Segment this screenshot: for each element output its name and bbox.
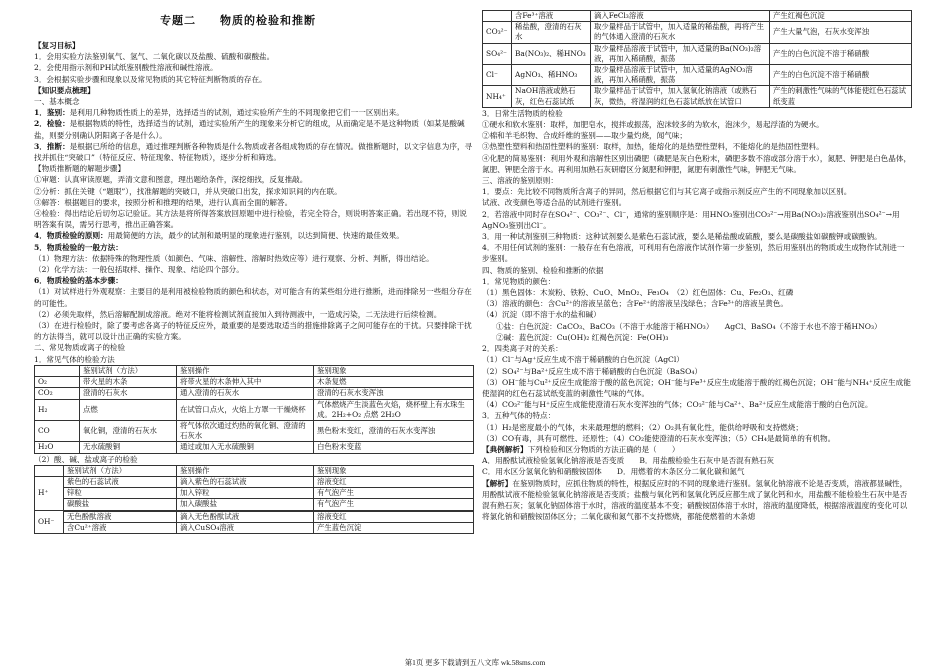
paragraph: ②棉和羊毛织物、合成纤维的鉴别——取少量灼烧，闻气味； <box>482 131 688 141</box>
paragraph <box>482 478 912 523</box>
table-row <box>483 11 912 22</box>
table-cell: 加入锌粒 <box>177 488 314 499</box>
paragraph: （1）Cl⁻与Ag⁺反应生成不溶于稀硝酸的白色沉淀（AgCl） <box>482 355 684 365</box>
table-cell: 产生的白色沉淀不溶于稀硝酸 <box>770 65 912 86</box>
table-cell: 澄清的石灰水 <box>80 388 177 399</box>
table-cell: 白色粉末变蓝 <box>314 442 474 453</box>
paragraph: （3）在进行检验时，除了要考虑各离子的特征反应外，最重要的是要选取适当的措施排除离子之间可能存在的干扰。只要排除干扰的方法得当，就可以设计出正确的实验方案。 <box>34 321 472 342</box>
table-row <box>35 377 474 388</box>
step-item: ③解答：根据题目的要求，按照分析和推理的结果，进行认真而全面的解答。 <box>34 197 293 207</box>
table-cell: 锌粒 <box>64 488 177 499</box>
section-heading: 【知识要点梳理】 <box>34 85 95 95</box>
table-cell: 将气体依次通过灼热的氧化铜、澄清的石灰水 <box>177 420 314 441</box>
table-row <box>483 86 912 107</box>
subheading: 3．日常生活物质的检验 <box>482 108 563 118</box>
paragraph: 1．常见物质的颜色： <box>482 276 556 286</box>
table-cell: 有气泡产生 <box>314 499 474 510</box>
table-cell: CO <box>35 420 80 441</box>
paragraph: ②碱：蓝色沉淀：Cu(OH)₂ 红褐色沉淀：Fe(OH)₃ <box>496 332 669 342</box>
table-cell: H₂ <box>35 399 80 420</box>
paragraph: （2）化学方法：一般包括取样、操作、现象、结论四个部分。 <box>34 265 244 275</box>
table-header-row <box>35 365 474 376</box>
table-row <box>35 420 474 441</box>
subheading: 【物质推断题的解题步骤】 <box>34 164 126 174</box>
table-cell <box>483 11 512 22</box>
table-row <box>35 511 474 522</box>
table-header: 鉴别现象 <box>314 365 474 376</box>
paragraph: ①盐：白色沉淀：CaCO₃、BaCO₃（不溶于水能溶于稀HNO₃） AgCl、BaSO₄（不溶于水也不溶于稀HNO₃） <box>496 321 882 331</box>
table-cell: 有气泡产生 <box>314 488 474 499</box>
page-title: 专题二 物质的检验和推断 <box>160 14 316 27</box>
step-item: ①审题：认真审读原题，弄清文意和图意，理出题给条件，深挖细找，反复推敲。 <box>34 175 308 185</box>
paragraph <box>34 230 474 241</box>
table-header: 鉴别现象 <box>314 465 474 476</box>
table-cell: 氧化铜，澄清的石灰水 <box>80 420 177 441</box>
term-text: 是利用几种物质性质上的差异，选择适当的试剂，通过实验所产生的不同现象把它们一一区别出来。 <box>69 108 404 118</box>
table-cell: 产生大量气泡，石灰水变浑浊 <box>770 22 912 43</box>
term-label: 1．鉴别： <box>34 108 70 118</box>
table-cell: 木条复燃 <box>314 377 474 388</box>
term-label: 4．物质检验的原则： <box>34 231 108 241</box>
paragraph: （2）必须先取样，然后溶解配制成溶液。绝对不能将检测试剂直接加入到待测液中，一造成污染，二无法进行后续检测。 <box>34 309 442 319</box>
example-heading: 【典例解析】 <box>482 444 528 454</box>
table-cell: 点燃 <box>80 399 177 420</box>
paragraph: （4）沉淀（即不溶于水的盐和碱） <box>482 310 601 320</box>
paragraph <box>34 118 474 140</box>
example-question: 下列检验和区分物质的方法正确的是（ ） <box>527 444 680 454</box>
table-cell: 在试管口点火，火焰上方罩一干燥烧杯 <box>177 399 314 420</box>
ion-label: H⁺ <box>35 476 64 510</box>
table-cell: 滴入CuSO₄溶液 <box>177 522 314 533</box>
term-text: 用最简便的方法，最少的试剂和最明显的现象进行鉴别，以达到简便、快速的最佳效果。 <box>107 231 404 241</box>
table-row <box>35 476 474 487</box>
subheading: 1．常见气体的检验方法 <box>34 354 115 364</box>
table-cell: SO₄²⁻ <box>483 43 512 64</box>
table-cell: 产生的刺激性气味的气体能使红色石蕊试纸变蓝 <box>770 86 912 107</box>
table-cell: 碳酸盐 <box>64 499 177 510</box>
term-text: 是根据物质的特性，选择适当的试剂，通过实验所产生的现象来分析它的组成，从而确定是不是这种物质（如某是酸碱盐，则要分别确认阴阳离子各是什么）。 <box>34 119 465 140</box>
table-row <box>483 65 912 86</box>
table-cell: 含Fe³⁺溶液 <box>512 11 591 22</box>
table-cell: Cl⁻ <box>483 65 512 86</box>
table-row <box>35 399 474 420</box>
paragraph: （3）溶液的颜色：含Cu²⁺的溶液呈蓝色；含Fe²⁺的溶液呈浅绿色；含Fe³⁺的溶液呈黄色。 <box>482 299 788 309</box>
paragraph: （2）SO₄²⁻与Ba²⁺反应生成不溶于稀硝酸的白色沉淀（BaSO₄） <box>482 366 702 376</box>
table-row <box>35 522 474 533</box>
paragraph: 3．五种气体的特点： <box>482 411 556 421</box>
paragraph: 3．用一种试剂鉴别三种物质：这种试剂要么是紫色石蕊试液，要么是稀盐酸或硫酸，要么是碳酸盐如碳酸钾或碳酸钠。 <box>482 232 882 242</box>
paragraph: （1）对试样进行外观观察：主要目的是利用被检验物质的颜色和状态，对可能含有的某些组分进行推断，进而排除另一些组分存在的可能性。 <box>34 287 472 308</box>
table-cell: 产生蓝色沉淀 <box>314 522 474 533</box>
paragraph: 试液、改变颜色等适合品的试剂进行鉴别。 <box>482 198 627 208</box>
paragraph: ③热塑性塑料和热固性塑料的鉴别：取样，加热，能熔化的是热塑性塑料，不能熔化的是热固性塑料。 <box>482 142 824 152</box>
table-cell: 通过或加入无水硫酸铜 <box>177 442 314 453</box>
subheading: 四、物质的鉴别、检验和推断的依据 <box>482 265 604 275</box>
table-cell: 含Cu²⁺溶液 <box>64 522 177 533</box>
paragraph: 1．要点：先比较不同物质所含离子的异同，然后根据它们与其它离子或指示剂反应产生的不同现象加以区别。 <box>482 187 852 197</box>
table-cell: 将带火星的木条伸入其中 <box>177 377 314 388</box>
right-column <box>482 10 912 522</box>
ion-table <box>34 465 474 534</box>
term-label: 3．推断： <box>34 141 70 151</box>
paragraph: （4）CO₃²⁻能与H⁺反应生成能使澄清石灰水变浑浊的气体；CO₃²⁻能与Ca²⁺、Ba²⁺反应生成能溶于酸的白色沉淀。 <box>482 400 873 410</box>
table-header: 鉴别操作 <box>177 365 314 376</box>
table-row <box>35 499 474 510</box>
page-footer: 第1页 更多下载请到五八文库 wk.58sms.com <box>404 658 546 667</box>
table-header: 鉴别操作 <box>177 465 314 476</box>
paragraph: （1）黑色固体：木炭粉、铁粉、CuO、MnO₂、Fe₃O₄ （2）红色固体：Cu、Fe₂O₃、红磷 <box>482 288 794 298</box>
paragraph: （3）OH⁻能与Cu²⁺反应生成能溶于酸的蓝色沉淀；OH⁻能与Fe³⁺反应生成能溶于酸的红褐色沉淀；OH⁻能与NH₄⁺反应生成能使湿润的红色石蕊试纸变蓝的刺激性气味的气体。 <box>482 377 911 398</box>
paragraph: C．用水区分氢氧化钠和硝酸铵固体 D．用燃着的木条区分二氧化碳和氮气 <box>482 467 745 477</box>
review-item: 2．会使用指示剂和PH试纸鉴别酸性溶液和碱性溶液。 <box>34 63 218 73</box>
subheading: （2）酸、碱、盐或离子的检验 <box>34 454 138 464</box>
table-header <box>35 465 64 476</box>
table-cell: 滴入FeCl₃溶液 <box>591 11 770 22</box>
table-cell: 通入澄清的石灰水 <box>177 388 314 399</box>
left-column <box>34 40 474 534</box>
table-cell: 滴入无色酚酞试液 <box>177 511 314 522</box>
table-cell: 加入碳酸盐 <box>177 499 314 510</box>
table-cell: NaOH溶液或熟石灰，红色石蕊试纸 <box>512 86 591 107</box>
table-cell: NH₄⁺ <box>483 86 512 107</box>
table-cell: 溶液变红 <box>314 476 474 487</box>
paragraph: ①硬水和软水鉴别：取样，加肥皂水，搅拌或振荡，泡沫较多的为软水，泡沫少，易起浮渣的为硬水。 <box>482 120 824 130</box>
paragraph: （1）H₂是密度最小的气体，未来最理想的燃料；（2）O₂具有氧化性，能供给呼吸和支持燃烧； <box>482 422 803 432</box>
table-cell: AgNO₃、稀HNO₃ <box>512 65 591 86</box>
paragraph <box>34 107 474 118</box>
paragraph: （3）CO有毒，具有可燃性、还原性；（4）CO₂能使澄清的石灰水变浑浊；（5）CH₄是最简单的有机物。 <box>482 433 836 443</box>
table-row <box>35 442 474 453</box>
table-cell: 带火星的木条 <box>80 377 177 388</box>
term-text: 是根据已所给的信息，通过推理判断各种物质是什么物质或者各组成物质的存在情况。做推断题时，以文字信息为序，寻找并抓住“突破口”（特征反应、特征现象、特征物质），逐步分析和筛选。 <box>34 141 473 163</box>
table-cell: 紫色的石蕊试液 <box>64 476 177 487</box>
paragraph: 2．四类离子对的关系： <box>482 344 563 354</box>
paragraph: 2．若溶液中同时存在SO₄²⁻、CO₃²⁻、Cl⁻，通常的鉴别顺序是：用HNO₃鉴别出CO₃²⁻→用Ba(NO₃)₂溶液鉴别出SO₄²⁻→用AgNO₃鉴别出Cl⁻。 <box>482 209 900 230</box>
ion-table-continued <box>482 10 912 108</box>
table-cell: CO₂ <box>35 388 80 399</box>
paragraph <box>34 141 474 163</box>
table-row <box>35 388 474 399</box>
table-cell: 产生红褐色沉淀 <box>770 11 912 22</box>
table-row <box>483 43 912 64</box>
section-heading: 【复习目标】 <box>34 41 80 50</box>
table-cell: Ba(NO₃)₂、稀HNO₃ <box>512 43 591 64</box>
table-header: 鉴别试剂（方法） <box>80 365 177 376</box>
table-row <box>35 488 474 499</box>
paragraph <box>482 444 912 455</box>
table-cell: 无色酚酞溶液 <box>64 511 177 522</box>
table-cell: 取少量样品溶液于试管中，加入适量的AgNO₃溶液，再加入稀硝酸，振荡 <box>591 65 770 86</box>
table-cell: 产生的白色沉淀不溶于稀硝酸 <box>770 43 912 64</box>
table-cell: H₂O <box>35 442 80 453</box>
table-header: 鉴别试剂（方法） <box>64 465 177 476</box>
paragraph: ④化肥的简易鉴别：利用外观和溶解性区别出磷肥（磷肥是灰白色粉末，磷肥多数不溶或部分溶于水），氮肥、钾肥是白色晶体，氮肥、钾肥全溶于水。再利用加熟石灰研磨区分氮肥和钾肥，氮肥有刺激性气味，钾肥无气味。 <box>482 153 912 174</box>
table-cell: O₂ <box>35 377 80 388</box>
review-item: 1．会用实验方法鉴别氧气、氢气、二氧化碳以及盐酸、硫酸和碳酸盐。 <box>34 52 275 62</box>
table-cell: 溶液变红 <box>314 511 474 522</box>
gas-table <box>34 365 474 454</box>
analysis-heading: 【解析】 <box>482 478 513 488</box>
subheading: 一、基本概念 <box>34 97 80 107</box>
table-cell: 取少量样品于试管中，加入氢氧化钠溶液（或熟石灰，微热，将湿润的红色石蕊试纸放在试管口 <box>591 86 770 107</box>
step-item: ④检验：得出结论后切勿忘记验证。其方法是将所得答案放回原题中进行检验，若完全符合，则说明答案正确。若出现不符，则说明答案有误，需另行思考，推出正确答案。 <box>34 209 467 230</box>
subheading: 5．物质检验的一般方法： <box>34 242 123 252</box>
table-row <box>483 22 912 43</box>
table-cell: 气体燃烧产生淡蓝色火焰，烧杯壁上有水珠生成。2H₂+O₂ 点燃 2H₂O <box>314 399 474 420</box>
paragraph: （1）物理方法：依据特殊的物理性质（如颜色、气味、溶解性、溶解时热效应等）进行观察、分析、判断，得出结论。 <box>34 253 434 263</box>
paragraph: 4．不用任何试剂的鉴别：一般存在有色溶液，可利用有色溶液作试剂作第一步鉴别，然后用鉴别出的物质或生成物作试剂进一步鉴别。 <box>482 243 905 264</box>
term-label: 2．检验： <box>34 119 70 129</box>
table-cell: 无水硫酸铜 <box>80 442 177 453</box>
table-cell: CO₃²⁻ <box>483 22 512 43</box>
table-cell: 澄清的石灰水变浑浊 <box>314 388 474 399</box>
table-cell: 滴入紫色的石蕊试液 <box>177 476 314 487</box>
review-item: 3．会根据实验步骤和现象以及常见物质的其它特征判断物质的存在。 <box>34 74 267 84</box>
table-cell: 黑色粉末变红，澄清的石灰水变浑浊 <box>314 420 474 441</box>
table-header-row <box>35 465 474 476</box>
table-header <box>35 365 80 376</box>
analysis-text: 在鉴别物质时，应抓住物质的特性，根据反应时的不同的现象进行鉴别。氢氧化钠溶液不论是否变质，溶液都显碱性，用酚酞试液不能检验氢氧化钠溶液是否变质；盐酸与氧化钙和氢氧化钙反应都生成了氯化钙和水，用盐酸不能检验生石灰中是否混有熟石灰；氢氧化钠固体溶于水时，溶液的温度基本不变；硝酸铵固体溶于水时，溶液的温度降低，根据溶液温度的变化可以将氯化钠和硝酸铵固体区分；二氧化碳和氮气都不支持燃烧，都能使燃着的木条熄 <box>482 478 908 522</box>
table-cell: 取少量样品于试管中，加入适量的稀盐酸，再将产生的气体通入澄清的石灰水 <box>591 22 770 43</box>
step-item: ②分析：抓住关键（“题眼”），找准解题的突破口，并从突破口出发，探求知识间的内在联。 <box>34 186 342 196</box>
subheading: 二、常见物质或离子的检验 <box>34 343 126 353</box>
table-cell: 稀盐酸，澄清的石灰水 <box>512 22 591 43</box>
table-cell: 取少量样品溶液于试管中，加入适量的Ba(NO₃)₂溶液，再加入稀硝酸，振荡 <box>591 43 770 64</box>
ion-label: OH⁻ <box>35 510 64 533</box>
subheading: 三、溶液的鉴别原则： <box>482 176 558 186</box>
paragraph: A．用酚酞试液检验氢氧化钠溶液是否变质 B．用盐酸检验生石灰中是否混有熟石灰 <box>482 456 775 466</box>
subheading: 6．物质检验的基本步骤： <box>34 276 123 286</box>
